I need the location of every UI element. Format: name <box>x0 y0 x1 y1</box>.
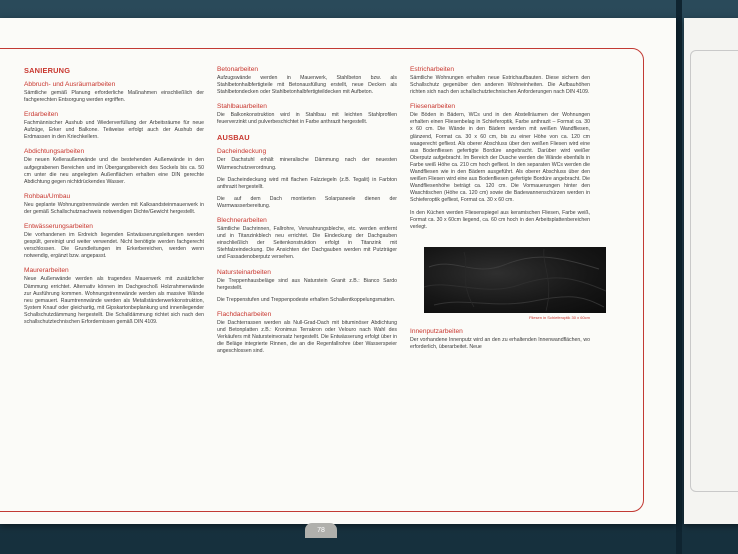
body-paragraph: Aufzugswände werden in Mauerwerk, Stahlbeton bzw. als Stahlbetonhalbfertigteile mit Betonausfüllung erstellt, neue Decken als Stahlbetondecken oder Stahlbetonhalbfertigteildecken mit Aufbeton. <box>217 75 397 96</box>
body-paragraph: Die Treppenstufen und Treppenpodeste erhalten Schallentkoppelungsmatten. <box>217 296 396 303</box>
section-heading: Rohbau/Umbau <box>24 192 71 200</box>
book-spine <box>676 0 682 554</box>
text-section <box>24 81 204 104</box>
column-middle <box>217 66 397 362</box>
body-paragraph: Die Dachterrassen werden als Null-Grad-Dach mit bituminöser Abdichtung und Betonplatten z.B.: Kronimus Terrakron oder Velouro nach Wahl des Verkäufers mit Natursteinvorsatz hergestellt. Die Entwässerung erfolgt über in die Beläge integrierte Rinnen, die an die Regenfallrohre über Wasserspeier angeschlossen sind. <box>217 319 397 355</box>
section-heading: Fliesenarbeiten <box>410 103 456 111</box>
section-heading: Maurerarbeiten <box>24 267 69 275</box>
text-section <box>217 66 397 96</box>
body-paragraph: Der vorhandene Innenputz wird an den zu erhaltenden Innenwandflächen, wo erforderlich, überarbeitet. Neue <box>410 336 590 350</box>
body-paragraph: Sämtliche Wohnungen erhalten neue Estrichaufbauten. Diese sichern den Schallschutz gegenüber den anderen Wohneinheiten. Die Aufbauhöhen richten sich nach den schallschutztechnischen Anforderungen nach DIN 4109. <box>410 75 590 96</box>
section-heading: Natursteinarbeiten <box>217 268 271 276</box>
body-paragraph: Sämtliche gemäß Planung erforderliche Maßnahmen einschließlich der fachgerechten Entsorgung werden ergriffen. <box>24 90 204 104</box>
body-paragraph: In den Küchen werden Fliesenspiegel aus keramischen Fliesen, Farbe weiß, Format ca. 30 x 60cm liegend, ca. 60 cm hoch in den Arbeitsplattenbereichen verlegt. <box>410 209 590 230</box>
section-heading: Entwässerungsarbeiten <box>24 223 93 231</box>
text-section <box>24 148 204 185</box>
image-caption: Fliesen in Schieferoptik 30 x 60cm <box>529 314 590 320</box>
tile-sample-image <box>424 247 606 313</box>
section-heading: Betonarbeiten <box>217 66 259 73</box>
section-heading: Erdarbeiten <box>24 111 59 119</box>
text-section <box>410 328 590 351</box>
text-section <box>217 148 397 210</box>
text-section <box>217 311 397 355</box>
section-heading: Blechnerarbeiten <box>217 217 267 225</box>
body-paragraph: Die Treppenhausbeläge sind aus Naturstein Granit z.B.: Bianco Sardo hergestellt. <box>217 277 397 291</box>
page-number: 78 <box>305 523 337 538</box>
body-paragraph: Die Balkonkonstruktion wird in Stahlbau mit leichten Stahlprofilen feuerverzinkt und pulverbeschichtet in Farbe anthrazit hergestellt. <box>217 112 397 126</box>
text-section <box>217 217 397 261</box>
body-paragraph: Die Böden in Bädern, WCs und in den Abstellräumen der Wohnungen erhalten einen Fliesenbelag in Schieferoptik, Farbe anthrazit – Format ca. 30 x 60 cm. Die Wände in den Bädern werden mit weißen Wandfliesen, glänzend, Format ca. 30 x 60 cm, bis zu einer Höhe von ca. 120 cm waagerecht gefliest. Als oberer Abschluss über den weißen Fliesen wird eine aus Bodenfliesen gefertigte Bordüre angebracht. Darüber wird weißer Oberputz aufgebracht. Im Bereich der Dusche werden die Wände ebenfalls in Farbe weiß Höhe ca. 210 cm hoch gefliest. In den separaten WCs werden die Wandfliesen wie in den Bädern ausgeführt. Als oberer Abschluss über den weißen Fliesen wird eine aus Bodenfliesen gefertigte Bordüre angebracht. Die Wandfliesenhöhe beträgt ca. 120 cm. Die Vormauerungen hinter den Waschtischen (Höhe ca. 120 cm) sowie die Badewannenschürzen werden in Schieferoptik gefliest, Format ca. 30 x 60 cm. <box>410 112 590 204</box>
section-title: AUSBAU <box>217 133 250 143</box>
text-section <box>24 223 204 260</box>
body-paragraph: Fachmännischer Aushub und Wiederverfüllung der Arbeitsräume für neue Aufzüge, Erker und Balkone. Teilweise erfolgt auch der Aushub der Erdmassen in den Kriechkellern. <box>24 120 204 141</box>
section-heading: Abdichtungsarbeiten <box>24 148 85 156</box>
section-heading: Innenputzarbeiten <box>410 327 463 335</box>
text-section <box>410 66 590 96</box>
body-paragraph: Die Dacheindeckung wird mit flachen Falzziegeln (z.B. Tegalit) in Farbton anthrazit hergestellt. <box>217 176 397 190</box>
section-heading: Flachdacharbeiten <box>217 310 272 318</box>
next-page-frame <box>690 50 738 492</box>
section-heading: Stahlbauarbeiten <box>217 103 267 111</box>
text-section <box>24 267 204 326</box>
body-paragraph: Der Dachstuhl erhält mineralische Dämmung nach der neuesten Wärmeschutzverordnung. <box>217 157 397 171</box>
body-paragraph: Die vorhandenen im Erdreich liegenden Entwässerungsleitungen werden gespült, gereinigt und weiter verwendet. Nicht benötigte werden fachgerecht verschlossen. Die Grundleitungen im Erkerbereichen, werden wenn notwendig, ergänzt bzw. angepasst. <box>24 232 204 260</box>
column-right <box>410 66 590 358</box>
section-heading: Dacheindeckung <box>217 148 267 156</box>
next-page-edge[interactable] <box>684 18 738 524</box>
section-heading: Estricharbeiten <box>410 66 454 73</box>
body-paragraph: Neu geplante Wohnungstrennwände werden mit Kalksandsteinmauerwerk in der gemäß Schallschutznachweis notwendigen Dichte/Gewicht hergestellt. <box>24 201 204 215</box>
column-left <box>24 66 204 333</box>
text-section <box>217 269 397 304</box>
text-section <box>410 103 590 231</box>
body-paragraph: Die auf dem Dach montierten Solarpaneele dienen der Warmwasserbereitung. <box>217 195 397 209</box>
body-paragraph: Neue Außenwände werden als tragendes Mauerwerk mit zusätzlicher Dämmung errichtet. Alternativ können im Dachgeschoß Holzrahmenwände zur Ausführung kommen. Wohnungstrennwände werden als massive Wände neu gemauert. Raumtrennwände werden als Metallständerwerkkonstruktion, System Knauf oder gleichartig, mit Gipskartonbeplankung und innenliegender Schallschutzdämmung hergestellt. Die Schalldämmung richtet sich nach den schallschutztechnischen Erfordernissen gemäß DIN 4109. <box>24 276 204 325</box>
section-title: SANIERUNG <box>24 66 71 75</box>
body-paragraph: Die neuen Kelleraußenwände und die bestehenden Außenwände in den aufgegrabenen Bereichen und im Übergangsbereich des Sockels bis ca. 50 cm unter die neu angelegten Außenflächen erhalten eine DIN gerechte Abdichtung gegen nichtdrückendes Wasser. <box>24 157 204 185</box>
section-heading: Abbruch- und Ausräumarbeiten <box>24 81 116 88</box>
text-section <box>24 111 204 141</box>
body-paragraph: Sämtliche Dachrinnen, Fallrohre, Verwahrungsbleche, etc. werden entfernt und in Titanzinkblech neu errichtet. Die Eindeckung der Dachgauben einschließlich der Seitenkonstruktion erfolgt in Titanzink mit Stehfalzeindeckung. Die Ansichten der Dachgauben werden mit Putzträger und Fassadenoberputz versehen. <box>217 226 397 261</box>
brochure-page <box>0 18 676 534</box>
text-section <box>217 103 397 126</box>
text-section <box>24 193 204 216</box>
